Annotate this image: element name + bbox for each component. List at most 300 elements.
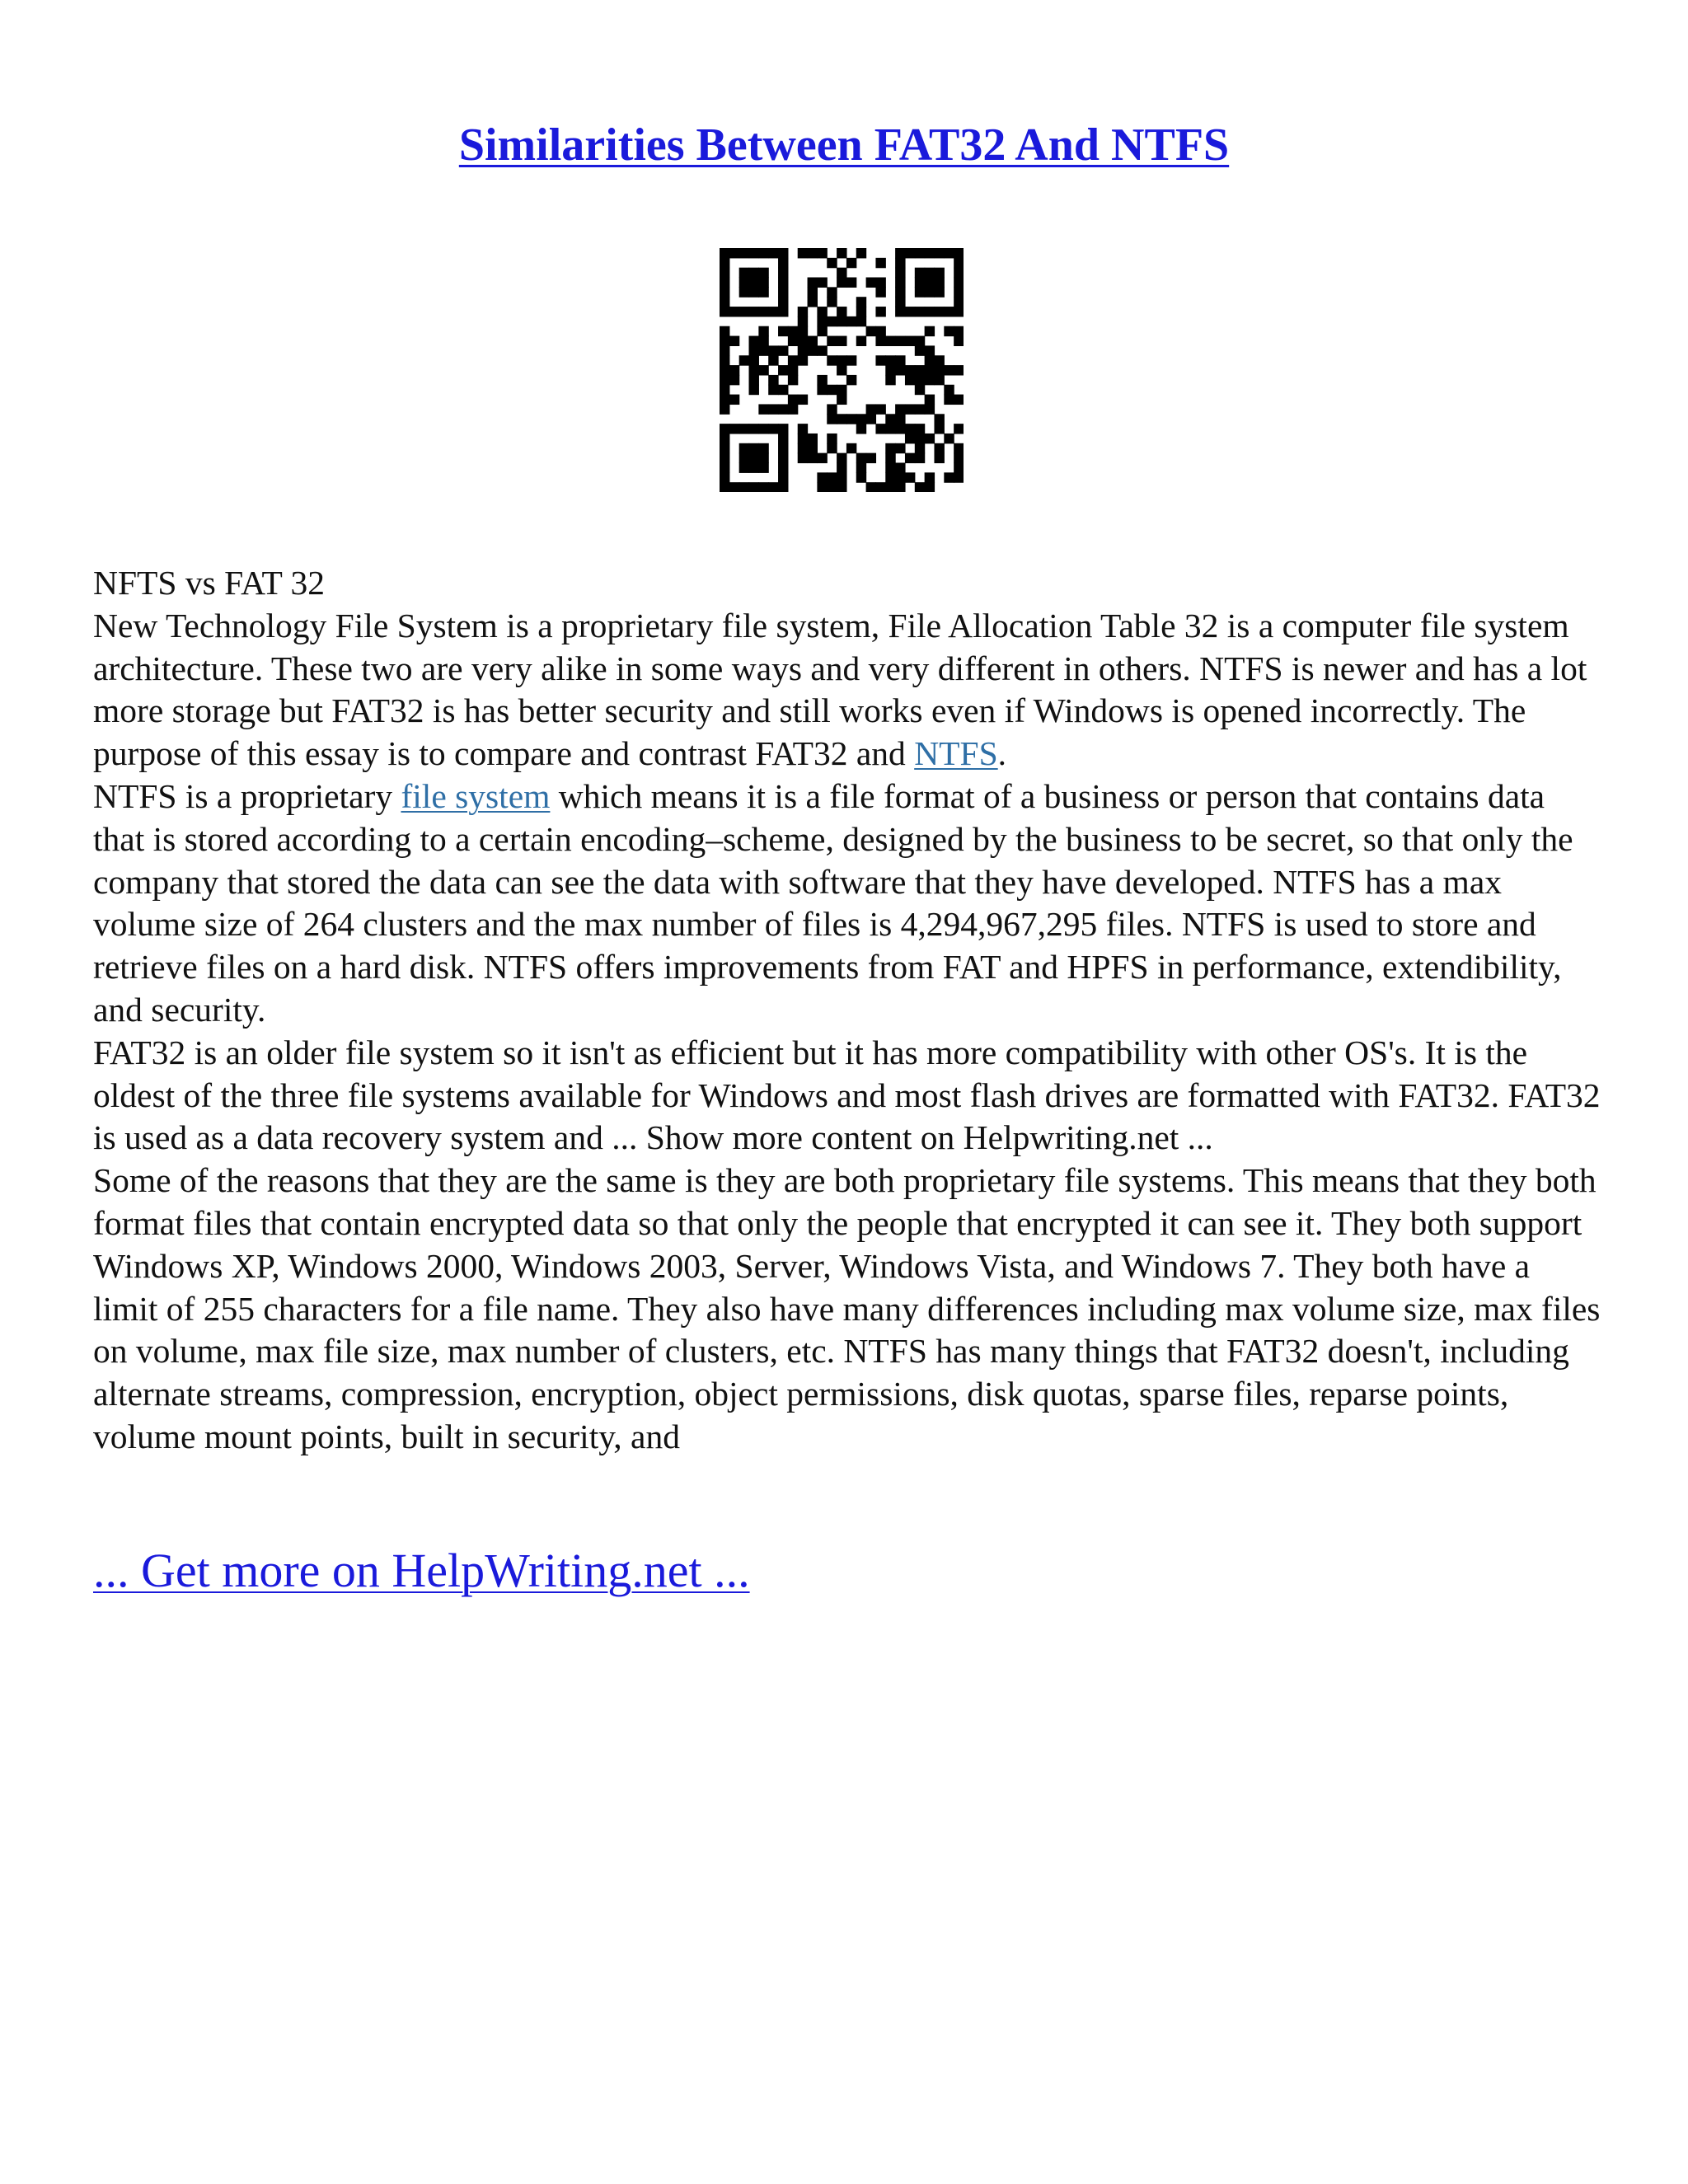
qr-module xyxy=(837,472,846,482)
qr-module xyxy=(925,345,935,355)
qr-module xyxy=(720,462,729,472)
qr-module xyxy=(954,297,964,307)
qr-module xyxy=(846,278,856,288)
qr-module xyxy=(827,316,837,326)
qr-module xyxy=(866,453,876,463)
paragraph-2-start: NTFS is a proprietary xyxy=(93,776,401,815)
qr-module xyxy=(749,443,759,453)
qr-module xyxy=(895,414,905,424)
qr-module xyxy=(885,443,895,453)
qr-module xyxy=(739,443,749,453)
qr-module xyxy=(925,482,935,492)
qr-module xyxy=(749,482,759,492)
qr-module xyxy=(827,482,837,492)
qr-module xyxy=(778,326,788,336)
qr-module xyxy=(915,482,925,492)
qr-module xyxy=(905,472,915,482)
qr-module xyxy=(739,462,749,472)
qr-module xyxy=(954,336,964,346)
qr-module xyxy=(720,472,729,482)
qr-module xyxy=(788,326,798,336)
qr-module xyxy=(885,365,895,375)
qr-module xyxy=(739,268,749,278)
qr-module xyxy=(954,248,964,258)
qr-module xyxy=(925,268,935,278)
qr-module xyxy=(808,278,818,288)
qr-module xyxy=(895,268,905,278)
qr-module xyxy=(749,287,759,297)
qr-module xyxy=(817,248,827,258)
qr-module xyxy=(934,365,944,375)
qr-module xyxy=(875,336,885,346)
qr-module xyxy=(758,453,768,463)
qr-module xyxy=(749,365,759,375)
qr-module xyxy=(768,307,778,316)
paragraph-2-text: which means it is a file format of a business or person that contains data that is stored according to a certain encoding–scheme, designed by the business to be secret, so that only the company that stored the data can see the data with software that they have developed. NTFS has a max volume size of 264 clusters and the max number of files is 4,294,967,295 files. NTFS is used to store and retrieve files on a hard disk. NTFS offers improvements from FAT and HPFS in performance, extendibility, and security. xyxy=(93,776,1573,1029)
qr-module xyxy=(925,365,935,375)
qr-module xyxy=(856,307,866,316)
qr-module xyxy=(954,287,964,297)
qr-module xyxy=(749,375,759,385)
qr-module xyxy=(798,395,808,405)
qr-module xyxy=(749,453,759,463)
qr-module xyxy=(758,462,768,472)
qr-module xyxy=(895,404,905,414)
qr-module xyxy=(720,453,729,463)
qr-module xyxy=(954,326,964,336)
qr-module xyxy=(915,385,925,395)
qr-module xyxy=(944,385,954,395)
qr-module xyxy=(837,268,846,278)
qr-module xyxy=(895,336,905,346)
qr-module xyxy=(925,307,935,316)
qr-module xyxy=(720,248,729,258)
qr-module xyxy=(895,443,905,453)
qr-module xyxy=(758,424,768,434)
qr-module xyxy=(954,453,964,463)
qr-module xyxy=(885,336,895,346)
qr-module xyxy=(856,316,866,326)
qr-module xyxy=(720,443,729,453)
qr-module xyxy=(954,424,964,434)
qr-module xyxy=(778,424,788,434)
qr-module xyxy=(827,355,837,365)
qr-module xyxy=(768,482,778,492)
qr-module xyxy=(720,268,729,278)
qr-module xyxy=(875,287,885,297)
qr-module xyxy=(925,375,935,385)
qr-module xyxy=(778,434,788,443)
qr-module xyxy=(758,307,768,316)
qr-module xyxy=(925,278,935,288)
qr-module xyxy=(739,424,749,434)
qr-module xyxy=(895,424,905,434)
qr-module xyxy=(837,414,846,424)
paragraph-4: Some of the reasons that they are the same is they are both proprietary file systems. This means that they both format files that contain encrypted data so that only the people that encrypted it can see it. They both support Windows XP, Windows 2000, Windows 2003, Server, Windows Vista, and Windows 7. They both have a limit of 255 characters for a file name. They also have many differences including max volume size, max files on volume, max file size, max number of clusters, etc. NTFS has many things that FAT32 doesn't, including alternate streams, compression, encryption, object permissions, disk quotas, sparse files, reparse points, volume mount points, built in security, and xyxy=(93,1161,1601,1455)
qr-module xyxy=(875,424,885,434)
qr-module xyxy=(827,434,837,443)
qr-module xyxy=(758,248,768,258)
qr-module xyxy=(798,355,808,365)
qr-module xyxy=(739,355,749,365)
qr-module xyxy=(827,297,837,307)
qr-module xyxy=(895,248,905,258)
qr-module xyxy=(837,316,846,326)
qr-module xyxy=(934,278,944,288)
qr-module xyxy=(875,355,885,365)
qr-module xyxy=(875,307,885,316)
qr-code-icon xyxy=(720,248,964,492)
qr-module xyxy=(720,385,729,395)
qr-module xyxy=(817,307,827,316)
qr-module xyxy=(798,453,808,463)
qr-module xyxy=(808,336,818,346)
qr-module xyxy=(905,404,915,414)
qr-module xyxy=(846,443,856,453)
qr-module xyxy=(837,462,846,472)
qr-module xyxy=(954,365,964,375)
qr-module xyxy=(866,326,876,336)
paragraph-3: FAT32 is an older file system so it isn't as efficient but it has more compatibility with other OS's. It is the oldest of the three file systems available for Windows and most flash drives are formatted with FAT32. FAT32 is used as a data recovery system and ... Show more content on Helpwriting.net ... xyxy=(93,1033,1601,1157)
qr-module xyxy=(798,326,808,336)
qr-module xyxy=(905,336,915,346)
qr-module xyxy=(778,482,788,492)
page-title xyxy=(0,112,1688,178)
qr-module xyxy=(895,365,905,375)
qr-module xyxy=(749,345,759,355)
qr-module xyxy=(720,355,729,365)
get-more-link-container xyxy=(93,1538,750,1604)
qr-module xyxy=(915,287,925,297)
qr-module xyxy=(817,278,827,288)
qr-module xyxy=(749,336,759,346)
qr-module xyxy=(798,336,808,346)
qr-module xyxy=(934,453,944,463)
qr-module xyxy=(934,268,944,278)
qr-module xyxy=(846,258,856,268)
qr-module xyxy=(925,355,935,365)
qr-module xyxy=(720,287,729,297)
qr-module xyxy=(875,278,885,288)
qr-module xyxy=(837,278,846,288)
qr-module xyxy=(905,365,915,375)
paragraph-1 xyxy=(93,605,1601,776)
qr-module xyxy=(778,278,788,288)
qr-module xyxy=(915,307,925,316)
qr-module xyxy=(758,287,768,297)
qr-module xyxy=(954,462,964,472)
qr-module xyxy=(915,434,925,443)
qr-module xyxy=(954,443,964,453)
qr-module xyxy=(875,258,885,268)
get-more-link[interactable]: ... Get more on HelpWriting.net ... xyxy=(93,1544,750,1597)
qr-module xyxy=(817,326,827,336)
qr-module xyxy=(758,404,768,414)
qr-module xyxy=(758,268,768,278)
qr-module xyxy=(934,443,944,453)
qr-module xyxy=(925,326,935,336)
article-heading-line: NFTS vs FAT 32 xyxy=(93,564,325,602)
qr-module xyxy=(934,414,944,424)
title-link[interactable]: Similarities Between FAT32 And NTFS xyxy=(458,120,1230,171)
qr-module xyxy=(720,307,729,316)
qr-module xyxy=(895,287,905,297)
qr-module xyxy=(817,482,827,492)
qr-module xyxy=(758,326,768,336)
qr-module xyxy=(798,443,808,453)
article-body xyxy=(93,562,1601,1459)
qr-module xyxy=(954,278,964,288)
qr-module xyxy=(827,287,837,297)
qr-module xyxy=(875,326,885,336)
qr-module xyxy=(768,355,778,365)
qr-module xyxy=(739,278,749,288)
qr-module xyxy=(915,345,925,355)
qr-module xyxy=(739,287,749,297)
qr-module xyxy=(808,434,818,443)
qr-module xyxy=(895,462,905,472)
qr-module xyxy=(837,307,846,316)
qr-module xyxy=(758,443,768,453)
qr-module xyxy=(827,336,837,346)
qr-module xyxy=(827,443,837,453)
qr-module xyxy=(885,375,895,385)
qr-module xyxy=(944,472,954,482)
qr-module xyxy=(788,365,798,375)
qr-module xyxy=(778,345,788,355)
qr-module xyxy=(778,385,788,395)
qr-module xyxy=(875,482,885,492)
qr-module xyxy=(885,414,895,424)
qr-module xyxy=(720,278,729,288)
qr-module xyxy=(905,424,915,434)
qr-module xyxy=(729,395,739,405)
qr-module xyxy=(915,443,925,453)
qr-module xyxy=(866,278,876,288)
qr-module xyxy=(778,258,788,268)
qr-module xyxy=(817,385,827,395)
qr-module xyxy=(749,462,759,472)
qr-module xyxy=(778,443,788,453)
qr-module xyxy=(895,472,905,482)
qr-module xyxy=(768,424,778,434)
qr-module xyxy=(768,345,778,355)
qr-module xyxy=(944,326,954,336)
qr-module xyxy=(749,424,759,434)
qr-module xyxy=(749,385,759,395)
qr-module xyxy=(846,316,856,326)
qr-module xyxy=(895,482,905,492)
qr-module xyxy=(729,424,739,434)
qr-module xyxy=(798,316,808,326)
qr-module xyxy=(915,248,925,258)
qr-module xyxy=(925,287,935,297)
qr-module xyxy=(895,307,905,316)
qr-module xyxy=(778,307,788,316)
qr-module xyxy=(778,462,788,472)
qr-module xyxy=(905,453,915,463)
qr-module xyxy=(944,395,954,405)
qr-module xyxy=(768,385,778,395)
qr-module xyxy=(798,434,808,443)
qr-module xyxy=(846,375,856,385)
paragraph-1-end: . xyxy=(997,734,1007,773)
qr-module xyxy=(729,482,739,492)
qr-module xyxy=(808,297,818,307)
qr-module xyxy=(837,453,846,463)
qr-module xyxy=(778,365,788,375)
qr-module xyxy=(798,248,808,258)
qr-module xyxy=(808,443,818,453)
qr-module xyxy=(856,453,866,463)
qr-module xyxy=(885,453,895,463)
qr-module xyxy=(846,414,856,424)
qr-module xyxy=(808,345,818,355)
qr-module xyxy=(758,336,768,346)
qr-module xyxy=(925,404,935,414)
qr-module xyxy=(866,482,876,492)
qr-module xyxy=(798,345,808,355)
qr-module xyxy=(934,307,944,316)
qr-module xyxy=(905,375,915,385)
qr-module xyxy=(827,404,837,414)
qr-module xyxy=(915,336,925,346)
qr-module xyxy=(720,326,729,336)
qr-module xyxy=(954,268,964,278)
qr-module xyxy=(925,472,935,482)
qr-module xyxy=(856,297,866,307)
qr-module xyxy=(739,248,749,258)
qr-module xyxy=(944,365,954,375)
qr-module xyxy=(827,385,837,395)
qr-module xyxy=(934,355,944,365)
qr-module xyxy=(749,355,759,365)
qr-module xyxy=(817,375,827,385)
qr-module xyxy=(749,248,759,258)
qr-module xyxy=(720,482,729,492)
qr-module xyxy=(856,336,866,346)
qr-module xyxy=(817,472,827,482)
qr-module xyxy=(915,375,925,385)
qr-module xyxy=(895,278,905,288)
qr-module xyxy=(934,424,944,434)
ntfs-link[interactable]: NTFS xyxy=(914,734,998,773)
qr-module xyxy=(856,414,866,424)
qr-module xyxy=(768,375,778,385)
qr-module xyxy=(866,414,876,424)
qr-module xyxy=(729,365,739,375)
qr-module xyxy=(720,424,729,434)
qr-module xyxy=(817,453,827,463)
qr-module xyxy=(808,287,818,297)
qr-module xyxy=(934,248,944,258)
qr-module xyxy=(925,248,935,258)
qr-module xyxy=(788,404,798,414)
file-system-link[interactable]: file system xyxy=(401,776,551,815)
qr-module xyxy=(856,424,866,434)
qr-module xyxy=(905,434,915,443)
qr-module xyxy=(749,268,759,278)
paragraph-1-text: New Technology File System is a proprietary file system, File Allocation Table 32 is a computer file system architecture. These two are very alike in some ways and very different in others. NTFS is newer and has a lot more storage but FAT32 is has better security and still works even if Windows is opened incorrectly. The purpose of this essay is to compare and contrast FAT32 and xyxy=(93,606,1587,773)
qr-module xyxy=(837,395,846,405)
qr-module xyxy=(837,482,846,492)
qr-module xyxy=(885,462,895,472)
qr-module xyxy=(944,307,954,316)
qr-module xyxy=(778,297,788,307)
qr-module xyxy=(798,307,808,316)
qr-module xyxy=(885,482,895,492)
qr-module xyxy=(720,395,729,405)
qr-module xyxy=(720,404,729,414)
qr-module xyxy=(720,336,729,346)
qr-module xyxy=(915,268,925,278)
qr-module xyxy=(944,248,954,258)
qr-module xyxy=(934,287,944,297)
qr-module xyxy=(729,375,739,385)
qr-module xyxy=(758,482,768,492)
qr-module xyxy=(808,453,818,463)
paragraph-2 xyxy=(93,776,1601,1032)
qr-module xyxy=(837,385,846,395)
qr-module xyxy=(720,258,729,268)
qr-module xyxy=(778,472,788,482)
qr-module xyxy=(768,404,778,414)
qr-module xyxy=(885,355,895,365)
qr-module xyxy=(788,336,798,346)
qr-module xyxy=(895,297,905,307)
qr-module xyxy=(739,482,749,492)
qr-module xyxy=(749,278,759,288)
qr-module xyxy=(856,472,866,482)
qr-module xyxy=(720,297,729,307)
qr-module xyxy=(875,404,885,414)
qr-module xyxy=(808,248,818,258)
qr-module xyxy=(720,434,729,443)
qr-module xyxy=(778,453,788,463)
qr-module xyxy=(827,414,837,424)
qr-module xyxy=(837,365,846,375)
qr-module xyxy=(954,258,964,268)
qr-module xyxy=(768,248,778,258)
qr-module xyxy=(817,345,827,355)
qr-module xyxy=(758,365,768,375)
qr-module xyxy=(915,424,925,434)
qr-module xyxy=(778,287,788,297)
qr-module xyxy=(915,365,925,375)
qr-module xyxy=(856,248,866,258)
qr-module xyxy=(817,316,827,326)
qr-module xyxy=(739,307,749,316)
qr-module xyxy=(758,345,768,355)
qr-module xyxy=(827,258,837,268)
qr-module xyxy=(729,307,739,316)
qr-module xyxy=(788,375,798,385)
qr-module xyxy=(905,307,915,316)
qr-module xyxy=(954,307,964,316)
qr-module xyxy=(837,248,846,258)
qr-module xyxy=(954,395,964,405)
qr-module xyxy=(905,248,915,258)
qr-module xyxy=(837,355,846,365)
qr-module xyxy=(827,472,837,482)
qr-module xyxy=(885,424,895,434)
qr-module xyxy=(788,395,798,405)
qr-module xyxy=(915,278,925,288)
qr-module xyxy=(739,453,749,463)
qr-module xyxy=(866,404,876,414)
qr-module xyxy=(778,268,788,278)
qr-module xyxy=(954,472,964,482)
